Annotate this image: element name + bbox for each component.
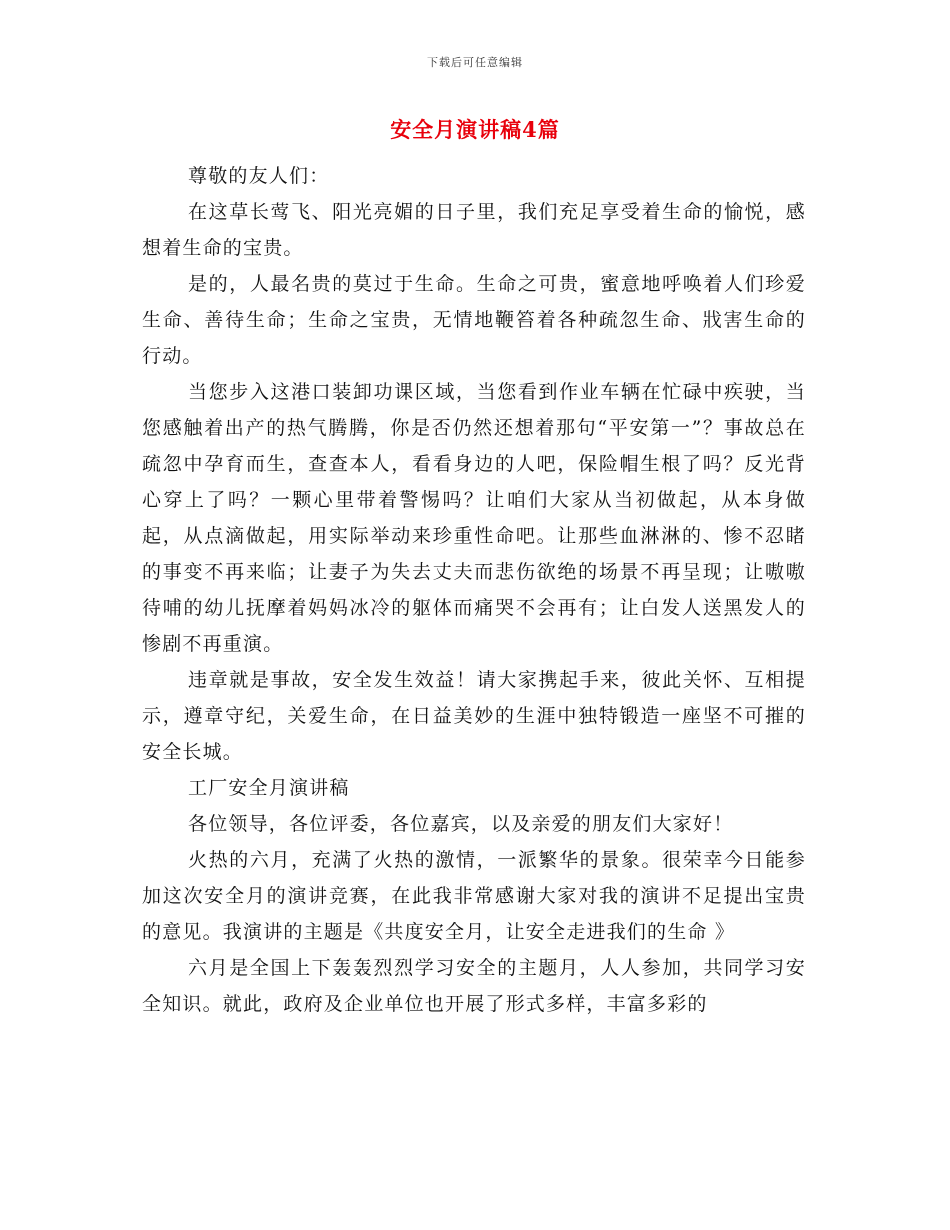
paragraph: 是的，人最名贵的莫过于生命。生命之可贵，蜜意地呼唤着人们珍爱生命、善待生命；生命之宝贵，无情地鞭笞着各种疏忽生命、戕害生命的行动。 [142,273,806,367]
paragraph-greeting: 尊敬的友人们： [188,165,330,187]
header-note: 下载后可任意编辑 [427,56,523,69]
paragraph: 违章就是事故，安全发生效益！请大家携起手来，彼此关怀、互相提示，遵章守纪，关爱生命，在日益美妙的生涯中独特锻造一座坚不可摧的安全长城。 [142,669,806,763]
document-title: 安全月演讲稿4篇 [390,117,560,142]
document-body [142,158,806,1022]
paragraph: 在这草长莺飞、阳光亮媚的日子里，我们充足享受着生命的愉悦，感想着生命的宝贵。 [142,201,806,259]
paragraph-greeting: 各位领导，各位评委，各位嘉宾，以及亲爱的朋友们大家好！ [188,813,734,835]
paragraph: 当您步入这港口装卸功课区域，当您看到作业车辆在忙碌中疾驶，当您感触着出产的热气腾腾，你是否仍然还想着那句“平安第一”？事故总在疏忽中孕育而生，查查本人，看看身边的人吧，保险帽生根了吗？反光背心穿上了吗？一颗心里带着警惕吗？让咱们大家从当初做起，从本身做起，从点滴做起，用实际举动来珍重性命吧。让那些血淋淋的、惨不忍睹的事变不再来临；让妻子为失去丈夫而悲伤欲绝的场景不再呈现；让嗷嗷待哺的幼儿抚摩着妈妈冰冷的躯体而痛哭不会再有；让白发人送黑发人的惨剧不再重演。 [142,381,806,655]
paragraph: 六月是全国上下轰轰烈烈学习安全的主题月，人人参加，共同学习安全知识。就此，政府及企业单位也开展了形式多样，丰富多彩的 [142,957,806,1015]
paragraph: 火热的六月，充满了火热的激情，一派繁华的景象。很荣幸今日能参加这次安全月的演讲竞赛，在此我非常感谢大家对我的演讲不足提出宝贵的意见。我演讲的主题是《共度安全月，让安全走进我们的生命 》 [142,849,806,943]
section-heading: 工厂安全月演讲稿 [188,777,350,799]
